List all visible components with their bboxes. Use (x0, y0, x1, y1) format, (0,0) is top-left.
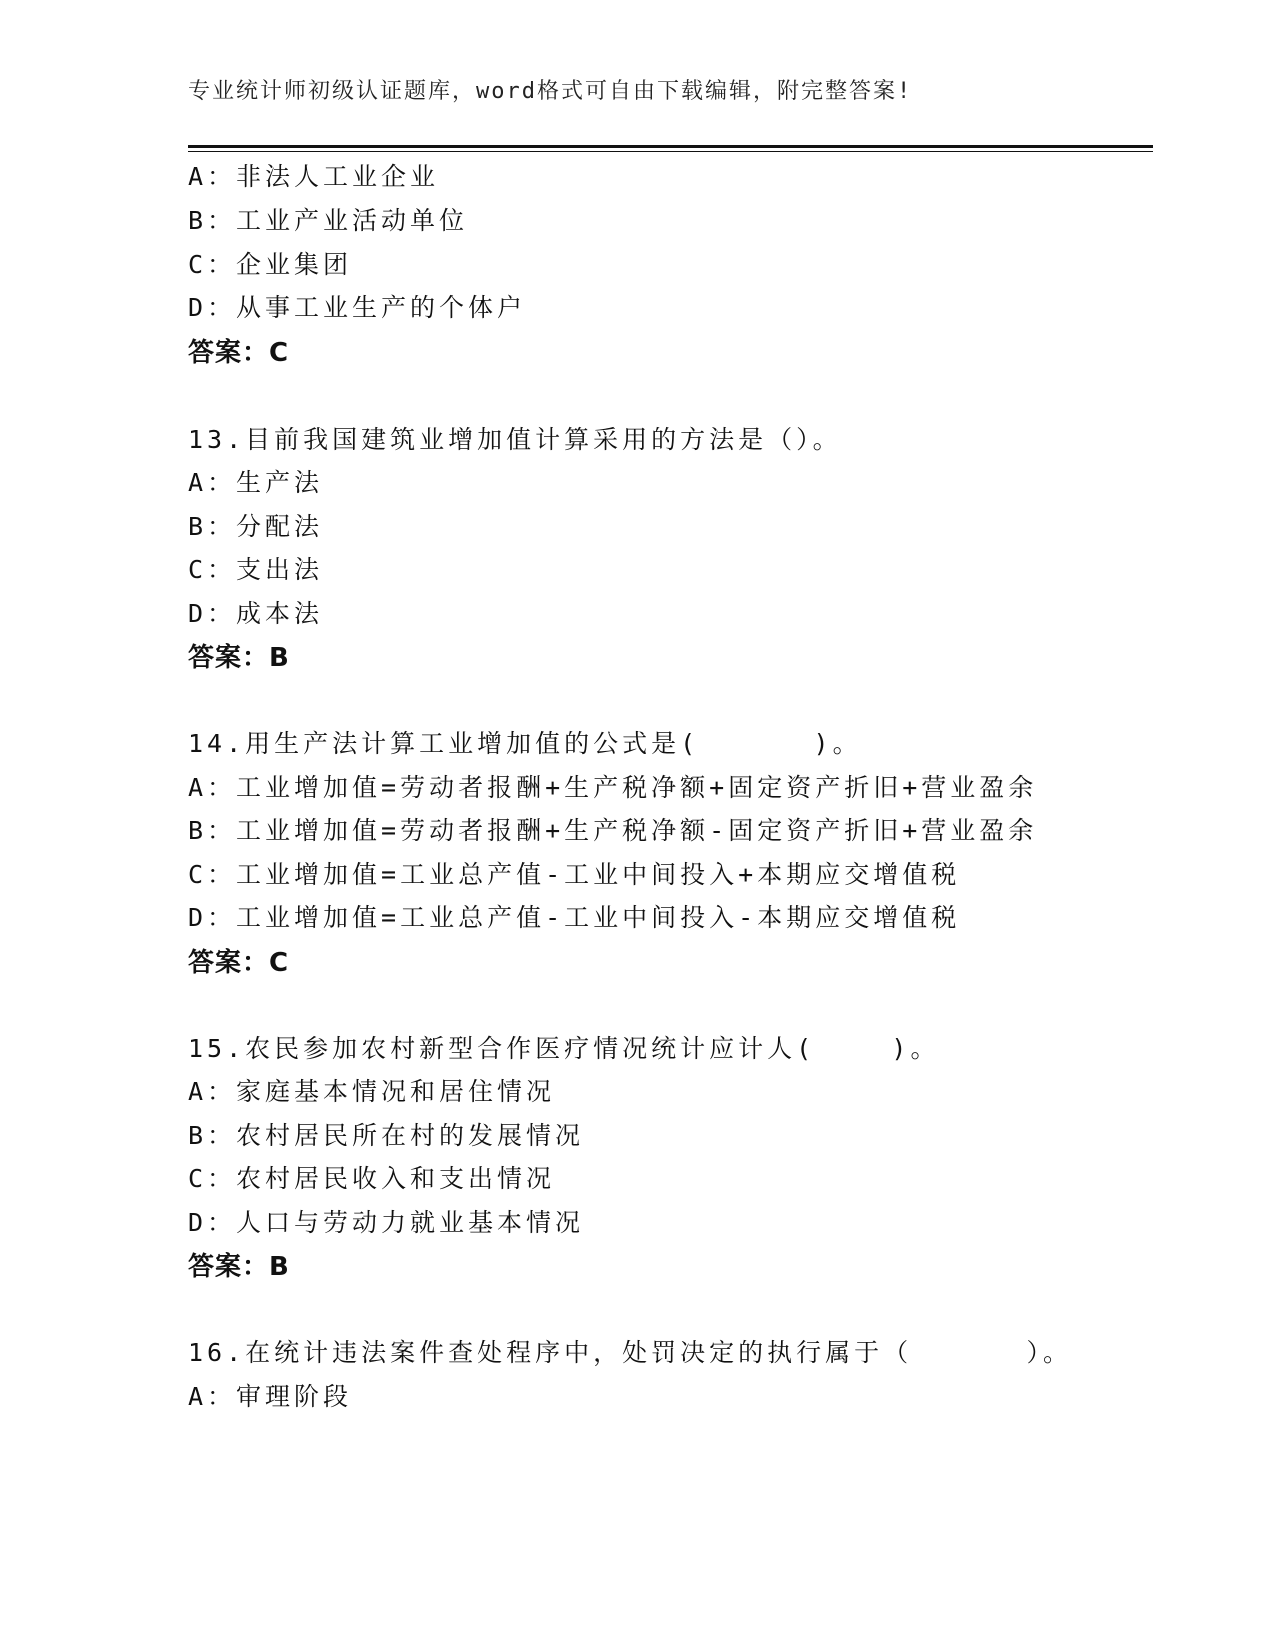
q15-option-d: D：人口与劳动力就业基本情况 (188, 1208, 585, 1237)
q12-option-d: D：从事工业生产的个体户 (188, 293, 527, 322)
q15-answer: 答案：B (188, 1252, 290, 1282)
q12-option-a: A：非法人工业企业 (188, 162, 440, 191)
q12-answer: 答案：C (188, 338, 290, 368)
q15-option-c: C：农村居民收入和支出情况 (188, 1164, 556, 1193)
header-divider-thick (188, 145, 1153, 148)
q13-answer: 答案：B (188, 643, 290, 673)
page-header: 专业统计师初级认证题库，word格式可自由下载编辑，附完整答案! (188, 79, 913, 104)
q14-option-c: C：工业增加值=工业总产值-工业中间投入+本期应交增值税 (188, 860, 961, 889)
q13-question: 13.目前我国建筑业增加值计算采用的方法是（）。 (188, 425, 842, 454)
q14-option-d: D：工业增加值=工业总产值-工业中间投入-本期应交增值税 (188, 903, 961, 932)
q12-option-c: C：企业集团 (188, 250, 353, 279)
q14-answer: 答案：C (188, 948, 290, 978)
q13-option-a: A：生产法 (188, 468, 324, 497)
header-divider-thin (188, 151, 1153, 152)
q15-option-b: B：农村居民所在村的发展情况 (188, 1121, 585, 1150)
q16-option-a: A：审理阶段 (188, 1382, 353, 1411)
q16-question: 16.在统计违法案件查处程序中，处罚决定的执行属于（ ）。 (188, 1338, 1072, 1367)
q14-option-a: A：工业增加值=劳动者报酬+生产税净额+固定资产折旧+营业盈余 (188, 773, 1038, 802)
q14-question: 14.用生产法计算工业增加值的公式是( )。 (188, 729, 862, 758)
q13-option-b: B：分配法 (188, 512, 324, 541)
q15-question: 15.农民参加农村新型合作医疗情况统计应计人( )。 (188, 1034, 940, 1063)
q13-option-d: D：成本法 (188, 599, 324, 628)
q14-option-b: B：工业增加值=劳动者报酬+生产税净额-固定资产折旧+营业盈余 (188, 816, 1038, 845)
q12-option-b: B：工业产业活动单位 (188, 206, 469, 235)
q13-option-c: C：支出法 (188, 555, 324, 584)
q15-option-a: A：家庭基本情况和居住情况 (188, 1077, 556, 1106)
